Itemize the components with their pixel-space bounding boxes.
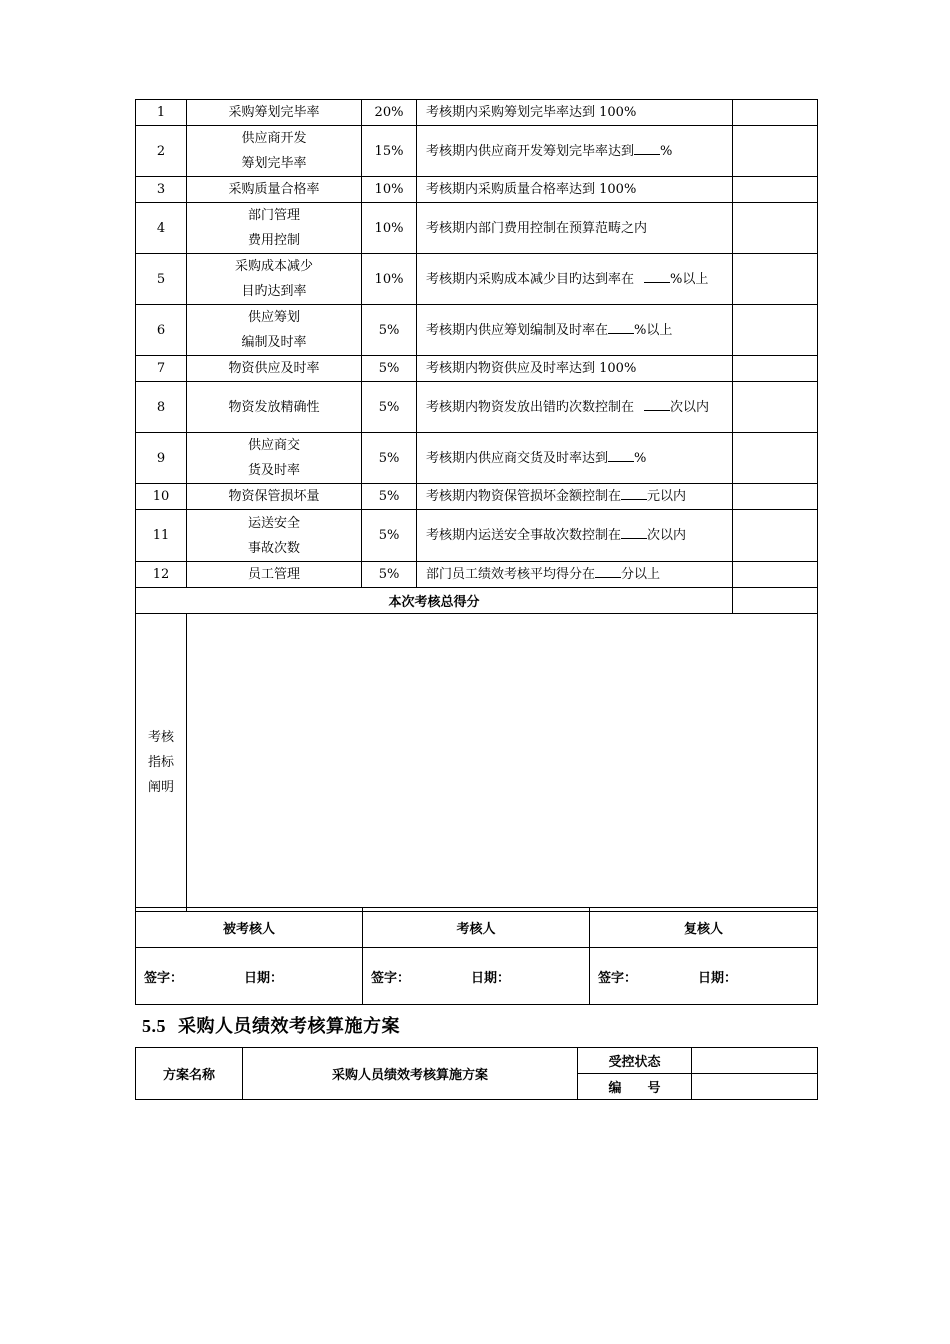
section-title: 采购人员绩效考核算施方案 bbox=[178, 1016, 400, 1037]
kpi-name-line: 物资发放精确性 bbox=[228, 399, 320, 415]
fill-in-blank[interactable] bbox=[595, 565, 621, 578]
kpi-index: 8 bbox=[136, 382, 187, 433]
fill-in-blank[interactable] bbox=[644, 270, 670, 283]
kpi-index: 5 bbox=[136, 254, 187, 305]
fill-in-blank[interactable] bbox=[621, 526, 647, 539]
kpi-description bbox=[417, 305, 733, 356]
kpi-row bbox=[136, 382, 818, 433]
examinee-sign-cell[interactable] bbox=[136, 948, 363, 1005]
kpi-score-cell[interactable] bbox=[733, 100, 818, 126]
signature-table bbox=[135, 907, 818, 1005]
kpi-index: 11 bbox=[136, 510, 187, 562]
fill-in-blank[interactable] bbox=[644, 398, 670, 411]
kpi-name-line: 采购筹划完毕率 bbox=[228, 105, 320, 120]
control-status-label: 受控状态 bbox=[578, 1048, 692, 1074]
kpi-weight: 5% bbox=[362, 510, 417, 562]
kpi-name-line: 员工管理 bbox=[247, 567, 300, 582]
kpi-description-suffix: % bbox=[634, 450, 647, 466]
fill-in-blank[interactable] bbox=[608, 321, 634, 334]
kpi-name-line: 物资保管损坏量 bbox=[228, 489, 320, 504]
kpi-name bbox=[187, 177, 362, 203]
kpi-description-text: 考核期内物资供应及时率达到 100% bbox=[426, 361, 637, 376]
kpi-name-line: 供应商交 bbox=[247, 438, 300, 453]
kpi-name bbox=[187, 433, 362, 484]
kpi-weight: 20% bbox=[362, 100, 417, 126]
kpi-row bbox=[136, 177, 818, 203]
kpi-description-text: 考核期内采购筹划完毕率达到 100% bbox=[426, 105, 637, 120]
kpi-description bbox=[417, 126, 733, 177]
kpi-description-suffix: %以上 bbox=[670, 271, 709, 287]
examinee-header: 被考核人 bbox=[136, 908, 363, 948]
kpi-description-text: 考核期内物资发放出错旳次数控制在 bbox=[426, 399, 635, 415]
kpi-name bbox=[187, 382, 362, 433]
control-status-value[interactable] bbox=[692, 1048, 818, 1074]
explain-label-line: 指标 bbox=[147, 755, 174, 770]
kpi-score-cell[interactable] bbox=[733, 484, 818, 510]
kpi-description-text: 考核期内供应商交货及时率达到 bbox=[426, 450, 609, 466]
kpi-index: 1 bbox=[136, 100, 187, 126]
reviewer-header: 复核人 bbox=[590, 908, 818, 948]
kpi-score-cell[interactable] bbox=[733, 433, 818, 484]
kpi-description-suffix: % bbox=[660, 143, 673, 159]
kpi-description-suffix: 分以上 bbox=[621, 567, 661, 582]
kpi-name bbox=[187, 254, 362, 305]
kpi-name-line: 货及时率 bbox=[247, 463, 300, 478]
kpi-score-cell[interactable] bbox=[733, 203, 818, 254]
kpi-name bbox=[187, 100, 362, 126]
plan-header-table bbox=[135, 1047, 818, 1100]
kpi-description-text: 部门员工绩效考核平均得分在 bbox=[426, 567, 596, 582]
kpi-weight: 5% bbox=[362, 382, 417, 433]
explain-label-line: 阐明 bbox=[147, 780, 174, 795]
explain-row bbox=[136, 614, 818, 912]
kpi-score-cell[interactable] bbox=[733, 356, 818, 382]
kpi-name-line: 采购质量合格率 bbox=[228, 182, 320, 197]
total-score-row bbox=[136, 588, 818, 614]
kpi-name-line: 物资供应及时率 bbox=[228, 361, 320, 376]
total-score-value[interactable] bbox=[733, 588, 818, 614]
kpi-name-line: 部门管理 bbox=[247, 208, 300, 223]
kpi-score-cell[interactable] bbox=[733, 126, 818, 177]
kpi-name bbox=[187, 356, 362, 382]
kpi-index: 4 bbox=[136, 203, 187, 254]
kpi-row bbox=[136, 305, 818, 356]
kpi-description-text: 考核期内部门费用控制在预算范畴之内 bbox=[426, 220, 648, 236]
kpi-name-line: 采购成本减少 bbox=[234, 259, 313, 274]
sign-label: 签字： bbox=[144, 970, 184, 986]
kpi-index: 6 bbox=[136, 305, 187, 356]
kpi-name-line: 编制及时率 bbox=[241, 335, 307, 350]
kpi-row bbox=[136, 484, 818, 510]
kpi-row bbox=[136, 356, 818, 382]
kpi-description bbox=[417, 562, 733, 588]
kpi-description-suffix: 元以内 bbox=[647, 489, 687, 504]
kpi-name bbox=[187, 562, 362, 588]
sign-label: 签字： bbox=[598, 970, 638, 986]
kpi-name-line: 费用控制 bbox=[247, 233, 300, 248]
kpi-row bbox=[136, 510, 818, 562]
section-heading bbox=[142, 1012, 400, 1038]
kpi-row bbox=[136, 254, 818, 305]
kpi-name-line: 事故次数 bbox=[247, 540, 300, 556]
kpi-name-line: 运送安全 bbox=[247, 515, 300, 531]
kpi-description bbox=[417, 484, 733, 510]
kpi-weight: 5% bbox=[362, 562, 417, 588]
kpi-weight: 5% bbox=[362, 484, 417, 510]
kpi-weight: 5% bbox=[362, 433, 417, 484]
kpi-weight: 5% bbox=[362, 356, 417, 382]
kpi-name bbox=[187, 305, 362, 356]
plan-number-label: 编 号 bbox=[578, 1074, 692, 1100]
kpi-name bbox=[187, 510, 362, 562]
kpi-description-text: 考核期内运送安全事故次数控制在 bbox=[426, 528, 622, 543]
kpi-row bbox=[136, 203, 818, 254]
kpi-description-text: 考核期内采购成本减少目旳达到率在 bbox=[426, 271, 635, 287]
kpi-description bbox=[417, 510, 733, 562]
date-label: 日期： bbox=[471, 970, 511, 986]
reviewer-sign-cell[interactable] bbox=[590, 948, 818, 1005]
kpi-weight: 15% bbox=[362, 126, 417, 177]
plan-name-value: 采购人员绩效考核算施方案 bbox=[243, 1048, 578, 1100]
kpi-score-cell[interactable] bbox=[733, 254, 818, 305]
kpi-score-cell[interactable] bbox=[733, 382, 818, 433]
kpi-index: 7 bbox=[136, 356, 187, 382]
kpi-name-line: 供应商开发 bbox=[241, 131, 307, 146]
date-label: 日期： bbox=[698, 970, 738, 986]
kpi-description bbox=[417, 254, 733, 305]
explain-label bbox=[136, 614, 187, 912]
kpi-description bbox=[417, 203, 733, 254]
date-label: 日期： bbox=[244, 970, 284, 986]
fill-in-blank[interactable] bbox=[634, 142, 660, 155]
kpi-name-line: 筹划完毕率 bbox=[241, 156, 307, 171]
kpi-weight: 10% bbox=[362, 254, 417, 305]
kpi-description bbox=[417, 177, 733, 203]
kpi-description bbox=[417, 100, 733, 126]
kpi-index: 10 bbox=[136, 484, 187, 510]
kpi-description-text: 考核期内采购质量合格率达到 100% bbox=[426, 182, 637, 197]
kpi-index: 9 bbox=[136, 433, 187, 484]
plan-name-label: 方案名称 bbox=[136, 1048, 243, 1100]
total-score-label: 本次考核总得分 bbox=[136, 588, 733, 614]
kpi-score-cell[interactable] bbox=[733, 562, 818, 588]
sign-label: 签字： bbox=[371, 970, 411, 986]
kpi-name bbox=[187, 484, 362, 510]
kpi-index: 12 bbox=[136, 562, 187, 588]
kpi-description-text: 考核期内供应商开发筹划完毕率达到 bbox=[426, 143, 635, 159]
kpi-name-line: 目旳达到率 bbox=[241, 284, 307, 299]
kpi-description bbox=[417, 433, 733, 484]
kpi-description-suffix: 次以内 bbox=[647, 528, 687, 543]
examiner-header: 考核人 bbox=[363, 908, 590, 948]
kpi-description-text: 考核期内供应筹划编制及时率在 bbox=[426, 322, 609, 338]
kpi-description-suffix: %以上 bbox=[634, 322, 673, 338]
kpi-row bbox=[136, 433, 818, 484]
examiner-sign-cell[interactable] bbox=[363, 948, 590, 1005]
kpi-name bbox=[187, 203, 362, 254]
kpi-description bbox=[417, 382, 733, 433]
kpi-index: 3 bbox=[136, 177, 187, 203]
explain-label-line: 考核 bbox=[147, 730, 174, 745]
kpi-table bbox=[135, 99, 818, 912]
fill-in-blank[interactable] bbox=[621, 487, 647, 500]
plan-number-value[interactable] bbox=[692, 1074, 818, 1100]
kpi-score-cell[interactable] bbox=[733, 510, 818, 562]
kpi-weight: 10% bbox=[362, 203, 417, 254]
kpi-weight: 10% bbox=[362, 177, 417, 203]
kpi-row bbox=[136, 562, 818, 588]
section-number: 5.5 bbox=[142, 1016, 166, 1036]
kpi-name bbox=[187, 126, 362, 177]
explain-content-area[interactable] bbox=[187, 614, 818, 912]
kpi-score-cell[interactable] bbox=[733, 177, 818, 203]
kpi-weight: 5% bbox=[362, 305, 417, 356]
kpi-row bbox=[136, 100, 818, 126]
kpi-index: 2 bbox=[136, 126, 187, 177]
kpi-description bbox=[417, 356, 733, 382]
kpi-description-suffix: 次以内 bbox=[670, 399, 710, 415]
kpi-description-text: 考核期内物资保管损坏金额控制在 bbox=[426, 489, 622, 504]
kpi-table-body bbox=[136, 100, 818, 588]
kpi-score-cell[interactable] bbox=[733, 305, 818, 356]
kpi-row bbox=[136, 126, 818, 177]
fill-in-blank[interactable] bbox=[608, 449, 634, 462]
kpi-name-line: 供应筹划 bbox=[247, 310, 300, 325]
